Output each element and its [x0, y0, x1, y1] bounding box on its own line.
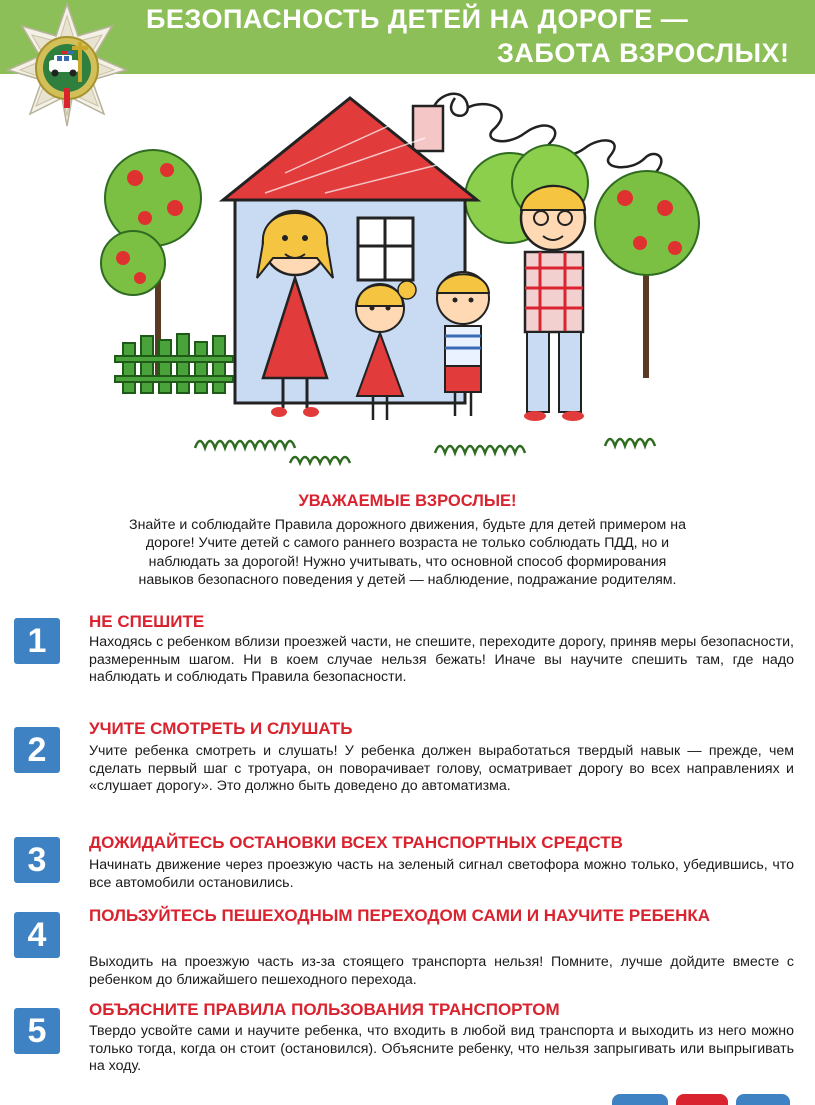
rule-number-badge: 3 — [14, 837, 60, 883]
rule-item-3 — [14, 833, 794, 899]
rule-text: Твердо усвойте сами и научите ребенка, что входить в любой вид транспорта и выходить из него можно только тогда, когда он стоит (остановился). Объясните ребенку, что нельзя запрыгивать или выпрыгивать на ходу. — [89, 1023, 794, 1074]
rule-text: Выходить на проезжую часть из-за стоящего транспорта нельзя! Помните, лучше дойдите вместе с ребенком до ближайшего пешеходного перехода. — [89, 954, 794, 988]
family-house-illustration — [95, 78, 735, 490]
rule-title: ПОЛЬЗУЙТЕСЬ ПЕШЕХОДНЫМ ПЕРЕХОДОМ САМИ И НАУЧИТЕ РЕБЕНКА — [89, 906, 711, 925]
decorative-tab-blue — [612, 1094, 668, 1105]
fence — [115, 334, 233, 393]
rule-title: ОБЪЯСНИТЕ ПРАВИЛА ПОЛЬЗОВАНИЯ ТРАНСПОРТОМ — [89, 1000, 560, 1019]
rule-number-badge: 1 — [14, 618, 60, 664]
rule-item-1 — [14, 612, 794, 712]
intro-line: Знайте и соблюдайте Правила дорожного движения, будьте для детей примером на — [129, 517, 686, 533]
apple-tree-right — [595, 171, 699, 378]
rule-text: Учите ребенка смотреть и слушать! У ребенка должен выработаться твердый навык — прежде, чем сделать первый шаг с тротуара, он поворачивает голову, осматривает дорогу во всех направлениях и «слушает дорогу». Это должно быть доведено до автоматизма. — [89, 743, 794, 794]
rule-title: УЧИТЕ СМОТРЕТЬ И СЛУШАТЬ — [89, 719, 353, 738]
rule-number-badge: 5 — [14, 1008, 60, 1054]
rule-text: Начинать движение через проезжую часть на зеленый сигнал светофора можно только, убедившись, что все автомобили остановились. — [89, 857, 794, 891]
intro-text — [22, 516, 793, 589]
intro-line: навыков безопасного поведения у детей — наблюдение, подражание родителям. — [138, 571, 677, 588]
rule-text: Находясь с ребенком вблизи проезжей части, не спешите, переходите дорогу, приняв меры безопасности, размеренным шагом. Ни в коем случае нельзя бежать! Иначе вы научите спешить там, где надо наблюдать и соблюдать Правила безопасности. — [89, 634, 794, 685]
rule-title: ДОЖИДАЙТЕСЬ ОСТАНОВКИ ВСЕХ ТРАНСПОРТНЫХ СРЕДСТВ — [89, 833, 623, 852]
rule-title: НЕ СПЕШИТЕ — [89, 612, 205, 631]
header-title-line2: ЗАБОТА ВЗРОСЛЫХ! — [497, 38, 790, 68]
grass — [195, 439, 655, 463]
rule-item-4 — [14, 906, 794, 996]
rule-item-5 — [14, 1000, 794, 1100]
intro-line: дороге! Учите детей с самого раннего возраста не только соблюдать ПДД, но и — [145, 535, 670, 552]
decorative-tab-red — [676, 1094, 728, 1105]
header-title-line1: БЕЗОПАСНОСТЬ ДЕТЕЙ НА ДОРОГЕ — — [146, 4, 689, 34]
rule-number-badge: 4 — [14, 912, 60, 958]
decorative-tab-blue-2 — [736, 1094, 790, 1105]
intro-line: наблюдать за дорогой! Нужно учитывать, что основной способ формирования — [148, 553, 667, 570]
intro-title: УВАЖАЕМЫЕ ВЗРОСЛЫЕ! — [298, 492, 517, 510]
rule-number-badge: 2 — [14, 727, 60, 773]
father-figure — [521, 186, 585, 421]
rule-item-2 — [14, 719, 794, 819]
